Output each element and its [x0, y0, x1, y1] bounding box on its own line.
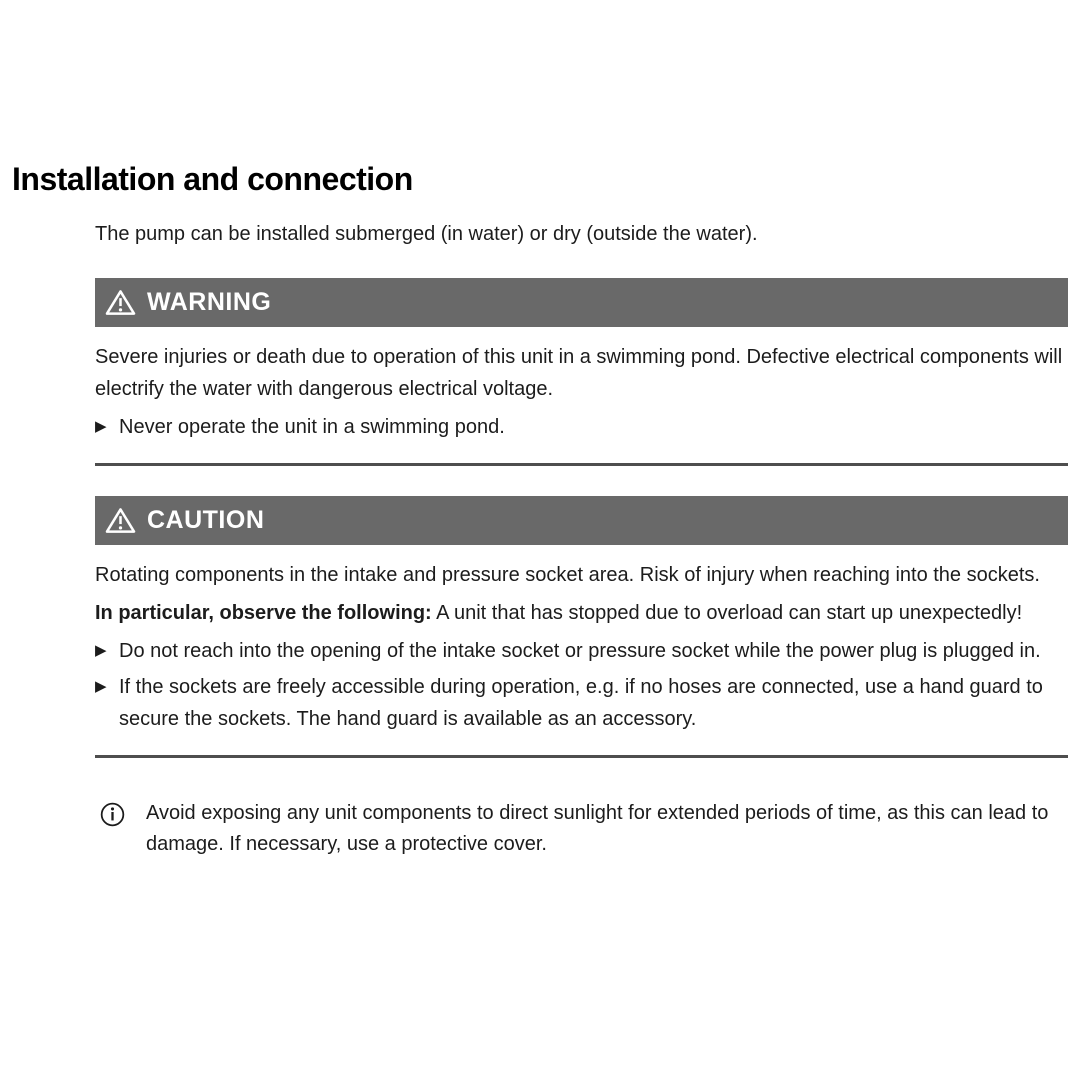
bullet-arrow-icon: ▶	[95, 642, 107, 659]
info-note	[95, 798, 1068, 860]
bullet-arrow-icon: ▶	[95, 678, 107, 695]
warning-action-list	[95, 411, 1068, 443]
warning-action-text: Never operate the unit in a swimming pond.	[119, 416, 505, 438]
warning-text: Severe injuries or death due to operation of this unit in a swimming pond. Defective electrical components will electrify the water with dangerous electrical voltage.	[95, 346, 1063, 400]
warning-triangle-icon	[105, 289, 136, 316]
list-item	[95, 671, 1068, 735]
caution-box	[95, 496, 1068, 758]
intro-paragraph: The pump can be installed submerged (in water) or dry (outside the water).	[95, 223, 758, 245]
caution-text: Rotating components in the intake and pressure socket area. Risk of injury when reaching into the sockets.	[95, 564, 1040, 586]
page-title: Installation and connection	[12, 161, 413, 197]
warning-banner	[95, 278, 1068, 327]
warning-label: WARNING	[147, 288, 272, 316]
info-icon	[100, 802, 125, 832]
caution-label: CAUTION	[147, 506, 265, 534]
caution-action-text: Do not reach into the opening of the intake socket or pressure socket while the power plug is plugged in.	[119, 640, 1041, 662]
bullet-arrow-icon: ▶	[95, 418, 107, 435]
caution-body	[95, 545, 1068, 758]
warning-body	[95, 327, 1068, 466]
warning-box	[95, 278, 1068, 466]
caution-action-list	[95, 635, 1068, 735]
caution-emphasis-paragraph	[95, 597, 1068, 629]
list-item	[95, 411, 1068, 443]
info-note-text: Avoid exposing any unit components to direct sunlight for extended periods of time, as this can lead to damage. If necessary, use a protective cover.	[146, 802, 1049, 855]
list-item	[95, 635, 1068, 667]
caution-action-text: If the sockets are freely accessible during operation, e.g. if no hoses are connected, use a hand guard to secure the sockets. The hand guard is available as an accessory.	[119, 676, 1043, 730]
caution-emphasis-lead: In particular, observe the following:	[95, 602, 432, 624]
caution-emphasis-rest: A unit that has stopped due to overload can start up unexpectedly!	[431, 602, 1023, 624]
warning-triangle-icon	[105, 507, 136, 534]
page-content	[95, 218, 1068, 860]
caution-banner	[95, 496, 1068, 545]
